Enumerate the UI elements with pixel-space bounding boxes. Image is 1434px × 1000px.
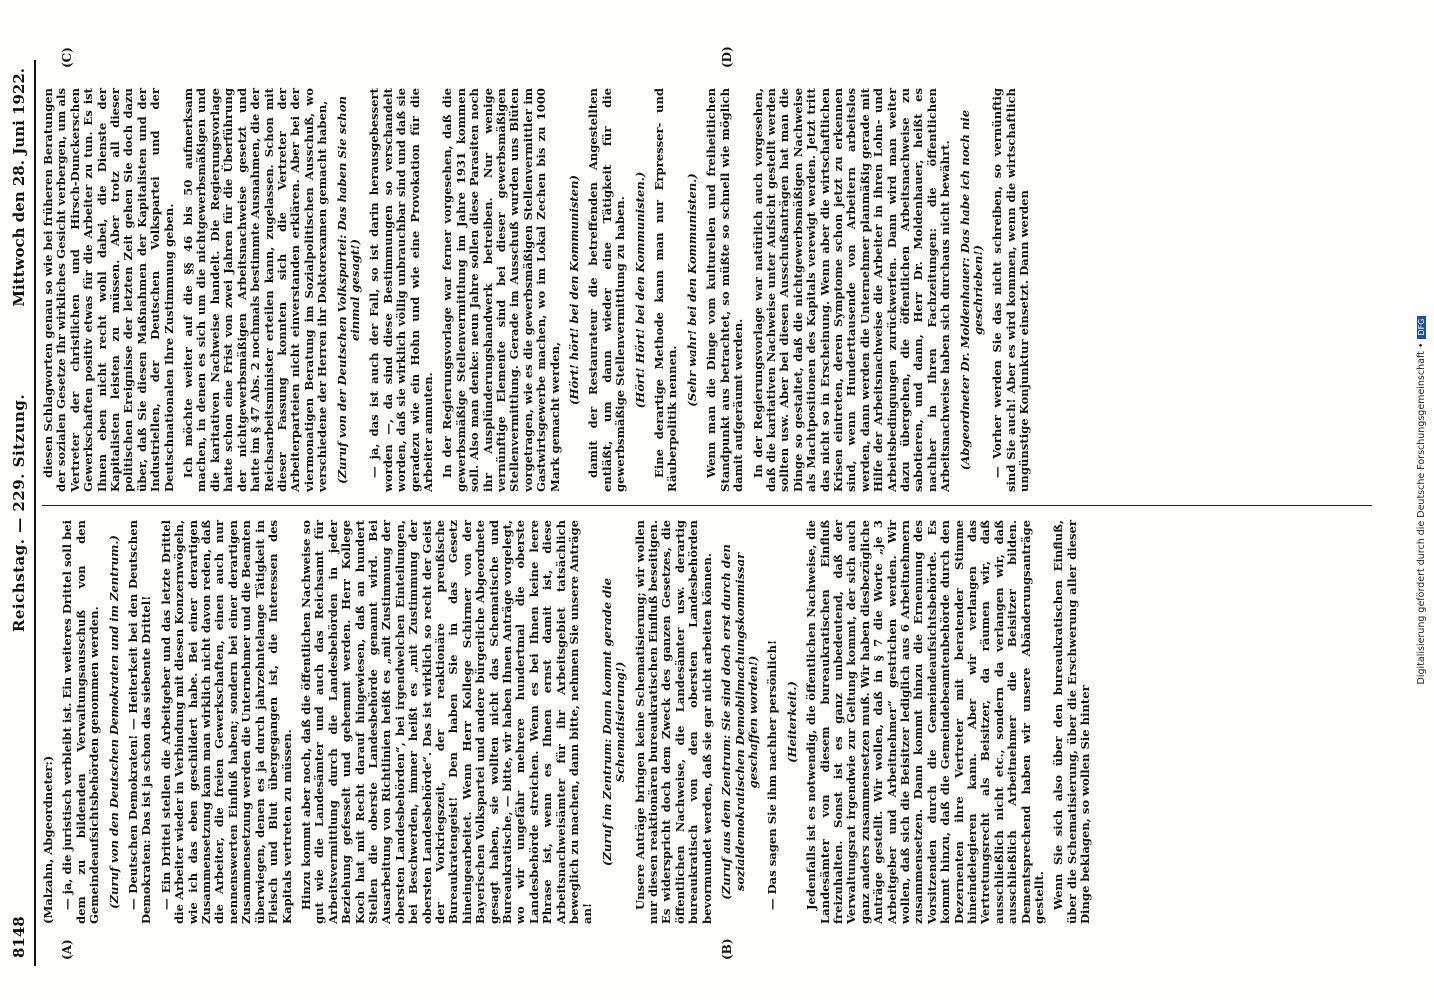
paragraph: — Vorher werden Sie das nicht schreiben, so vernünftig sind Sie auch! Aber es wird kommen, wenn die wirtschaftlich ungünstige Konjunktur einsetzt. Dann werden (990, 88, 1032, 492)
margin-mark-c: (C) (60, 47, 74, 68)
interjection: (Sehr wahr! bei den Kommunisten.) (684, 173, 699, 407)
paragraph: diesen Schlagworten genau so wie bei früheren Beratungen der sozialen Gesetze Ihr wirkliches Gesicht verbergen, um als Vertreter der christlichen und Hirsch-Dunckerschen Gewerkschaften positiv etwas für die Arbeiter zu tun. Es ist Ihnen eben nicht recht wohl dabei, die Dienste der Kapitalisten leisten zu müssen. Aber trotz all dieser politischen Ereignisse der letzten Zeit gehen Sie doch dazu über, daß Sie diesen Maßnahmen der Kapitalisten und der Industriellen, der Deutschen Volkspartei und der Deutschnationalen Ihre Zustimmung geben. (41, 88, 176, 492)
paragraph: Eine derartige Methode kann man nur Erpresser- und Räuberpolitik nennen. (652, 88, 680, 492)
paragraph: — ja, die juristisch verbleibt ist. Ein weiteres Drittel soll bei dem zu bildenden Verwaltungsausschuß von den Gemeindeaufsichtsbehörden genommen werden. (60, 520, 102, 924)
margin-mark-d: (D) (720, 46, 734, 68)
interjection: (Abgeordneter Dr. Moldenhauer: Das habe ich noch nie geschrieben!) (957, 109, 985, 471)
paragraph: In der Regierungsvorlage war ferner vorgesehen, daß die gewerbsmäßige Stellenvermittlung im Jahre 1931 kommen soll. Also man denke: neun Jahre sollen diese Parasiten noch ihr Ausplünderungshandwerk betreiben. Nur wenige vernünftige Elemente sind bei dieser gewerbsmäßigen Stellenvermittlung. Gerade im Ausschuß wurden uns Blüten vorgetragen, wie es die gewerbsmäßigen Stellenvermittler im Gastwirtsgewerbe machen, wo im Lokal Zechen bis zu 1000 Mark gemacht werden, (440, 88, 562, 492)
margin-mark-b: (B) (720, 938, 734, 960)
page-number: 8148 (10, 916, 28, 958)
column-divider (42, 505, 1372, 506)
paragraph: — Das sagen Sie ihm nachher persönlich! (765, 639, 780, 910)
interjection: (Hört! hört! bei den Kommunisten) (567, 175, 582, 405)
interjection: (Zuruf von den Deutschen Demokraten und im Zentrum.) (106, 535, 121, 909)
paragraph: Wenn Sie sich also über den bureaukratischen Einfluß, über die Schematisierung, über die Erschwerung aller dieser Dinge beklagen, so wollen Sie hinter (1051, 520, 1093, 924)
session-date: Mittwoch den 28. Juni 1922. (10, 68, 28, 307)
paragraph: Unsere Anträge bringen keine Schematisierung; wir wollen nur diesen reaktionären bureaukratischen Einfluß beseitigen. Es widerspricht doch dem Zweck des ganzen Gesetzes, die öffentlichen Nachweise, die Landesämter usw. derartig bureaukratisch von den obersten Landesbehörden bevormundet werden, daß sie gar nicht arbeiten können. (632, 520, 714, 924)
interjection: (Hört! Hört! bei den Kommunisten.) (632, 171, 647, 409)
paragraph: — Ein Drittel stellen die Arbeitgeber und das letzte Drittel die Arbeiter wieder in Verbindung mit diesen Konzernwögeln, wie ich das eben geschildert habe. Bei einer derartigen Zusammensetzung kann man wirklich nicht davon reden, daß die Arbeiter, die freien Gewerkschaften, einen auch nur nennenswerten Einfluß haben; sondern bei einer derartigen Zusammensetzung werden die Unternehmer und die Beamten überwiegen, denen es ja durch jahrzehntelange Tätigkeit in Fleisch und Blut übergegangen ist, die Interessen des Kapitals vertreten zu müssen. (158, 520, 294, 924)
paragraph: Jedenfalls ist es notwendig, die öffentlichen Nachweise, die Landesämter von diesem bureaukratischen Einfluß freizuhalten. Sonst ist es ganz unbedeutend, daß der Verwaltungsrat irgendwie zur Geltung kommt, der sich auch ganz anders zusammensetzen muß. Wir haben diesbezügliche Anträge gestellt. Wir wollen, daß in § 7 die Worte „je 3 Arbeitgeber und Arbeitnehmer“ gestrichen werden. Wir wollen, daß sich die Beisitzer lediglich aus 6 Arbeitnehmern zusammensetzen. Dann kommt hinzu die Ernennung des Vorsitzenden durch die Gemeindeaufsichtsbehörde. Es kommt hinzu, daß die Gemeindebeamtenbehörde durch den Dezernenten ihre Vertreter mit beratender Stimme hineindelegieren kann. Aber wir verlangen das Vertretungsrecht als Beisitzer, da räumen wir, daß ausschließlich nicht etc., sondern da verlangen wir, daß ausschließlich Arbeitnehmer die Beisitzer bilden. Dementsprechend haben wir unsere Abänderungsanträge gestellt. (804, 520, 1047, 924)
page-title: Reichstag. — 229. Sitzung. (10, 393, 28, 633)
page-header (8, 60, 36, 966)
footer-text: Digitalisierung gefördert durch die Deutsche Forschungsgemeinschaft • (1416, 342, 1427, 685)
interjection: (Zuruf aus dem Zentrum: Sie sind doch erst durch den sozialdemokratischen Demobilmachungskommissar geschaffen worden!) (719, 544, 760, 900)
paragraph: — ja, das ist auch der Fall, so ist darin herausgebessert worden —, da sind diese Bestimmungen so verschandelt worden, daß sie wirklich völlig unbrauchbar sind und daß sie geradezu wie ein Hohn und wie eine Provokation für die Arbeiter anmuten. (367, 88, 435, 492)
paragraph: In der Regierungsvorlage war natürlich auch vorgesehen, daß die karitativen Nachweise unter Aufsicht gestellt werden sollten usw. Aber bei diesen Ausschußanträgen hat man die Dinge so gestaltet, daß die nichtgewerbsmäßigen Nachweise als Machtpositionen des Kapitals verewigt werden. Jetzt tritt das nicht so in Erscheinung. Wenn aber die wirtschaftlichen Krisen eintreten, deren Symptome schon jetzt zu erkennen sind, wenn Hunderttausende von Arbeitern arbeitslos werden, dann werden die Unternehmer planmäßig gerade mit Hilfe der Arbeitsnachweise die Arbeiter in ihren Lohn- und Arbeitsbedingungen zurückwerfen. Dann wird man weiter dazu übergehen, die öffentlichen Arbeitsnachweise zu sabotieren, und dann, Herr Dr. Moldenhauer, heißt es nachher in Ihren Fachzeitungen: die öffentlichen Arbeitsnachweise haben sich durchaus nicht bewährt. (750, 88, 953, 492)
digitization-footer (1416, 0, 1430, 1000)
paragraph: Wenn man die Dinge vom kulturellen und freiheitlichen Standpunkt aus betrachtet, so müßte so schnell wie möglich damit aufgeräumt werden. (704, 88, 746, 492)
interjection: (Zuruf von der Deutschen Volkspartei: Das haben Sie schon einmal gesagt!) (334, 96, 362, 484)
right-text-column (42, 88, 1038, 492)
paragraph: damit der Restaurateur die betreffenden Angestellten entläßt, um dann wieder eine Tätigkeit für die gewerbsmäßige Stellenvermittlung zu haben. (586, 88, 628, 492)
speaker-label: (Malzahn, Abgeordneter:) (41, 755, 55, 924)
interjection: (Heiterkeit.) (784, 681, 799, 763)
left-text-column (42, 520, 1099, 924)
paragraph: Hinzu kommt aber noch, daß die öffentlichen Nachweise so gut wie die Landesämter und auch das Reichsamt für Arbeitsvermittlung durch die Landesbehörden in jeder Beziehung gefesselt und gehemmt werden. Herr Kollege Koch hat mit Recht darauf hingewiesen, daß an hundert Stellen die oberste Landesbehörde genannt wird. Bei Ausarbeitung von Richtlinien heißt es „mit Zustimmung der obersten Landesbehörden“, bei irgendwelchen Einteilungen, bei Beschwerden, immer heißt es „mit Zustimmung der obersten Landesbehörde“. Das ist wirklich so recht der Geist der Vorkriegszeit, der reaktionäre preußische Bureaukratengeist! Den haben Sie in das Gesetz hineingearbeitet. Wenn Herr Kollege Schirmer von der Bayerischen Volkspartei und andere bürgerliche Abgeordnete gesagt haben, sie wollten nicht das Schematische und Bureaukratische, — bitte, wir haben Ihnen Anträge vorgelegt, wo wir ungefähr mehrere hundertmal die oberste Landesbehörde streichen. Wenn es bei Ihnen keine leere Phrase ist, wenn es Ihnen ernst damit ist, diese Arbeitsnachweisämter für ihr Arbeitsgebiet tatsächlich beweglich zu machen, dann bitte, nehmen Sie unsere Anträge an! (298, 520, 595, 924)
paragraph: Ich möchte weiter auf die §§ 46 bis 50 aufmerksam machen, in denen es sich um die nichtgewerbsmäßigen und die karitativen Nachweise handelt. Die Regierungsvorlage hatte schon eine Frist von zwei Jahren für die Überführung der nichtgewerbsmäßigen Arbeitsnachweise gesetzt und hatte im § 47 Abs. 2 nochmals bestimmte Ausnahmen, die der Reichsarbeitsminister erteilen kann, zugelassen. Schon mit dieser Fassung konnten sich die Vertreter der Arbeiterparteien nicht einverstanden erklären. Aber bei der viermonatigen Beratung im Sozialpolitischen Ausschuß, wo verschiedene der Herren ihr Doktorexamen gemacht haben, (181, 88, 330, 492)
paragraph: — Deutschen Demokraten! — Heiterkeit bei den Deutschen Demokraten: Das ist ja schon das siebente Drittel! (126, 520, 154, 924)
interjection: (Zuruf im Zentrum: Dann kommt gerade die Schematisierung!) (599, 577, 628, 867)
margin-mark-a: (A) (60, 939, 74, 960)
dfg-logo: DFG (1417, 316, 1426, 339)
